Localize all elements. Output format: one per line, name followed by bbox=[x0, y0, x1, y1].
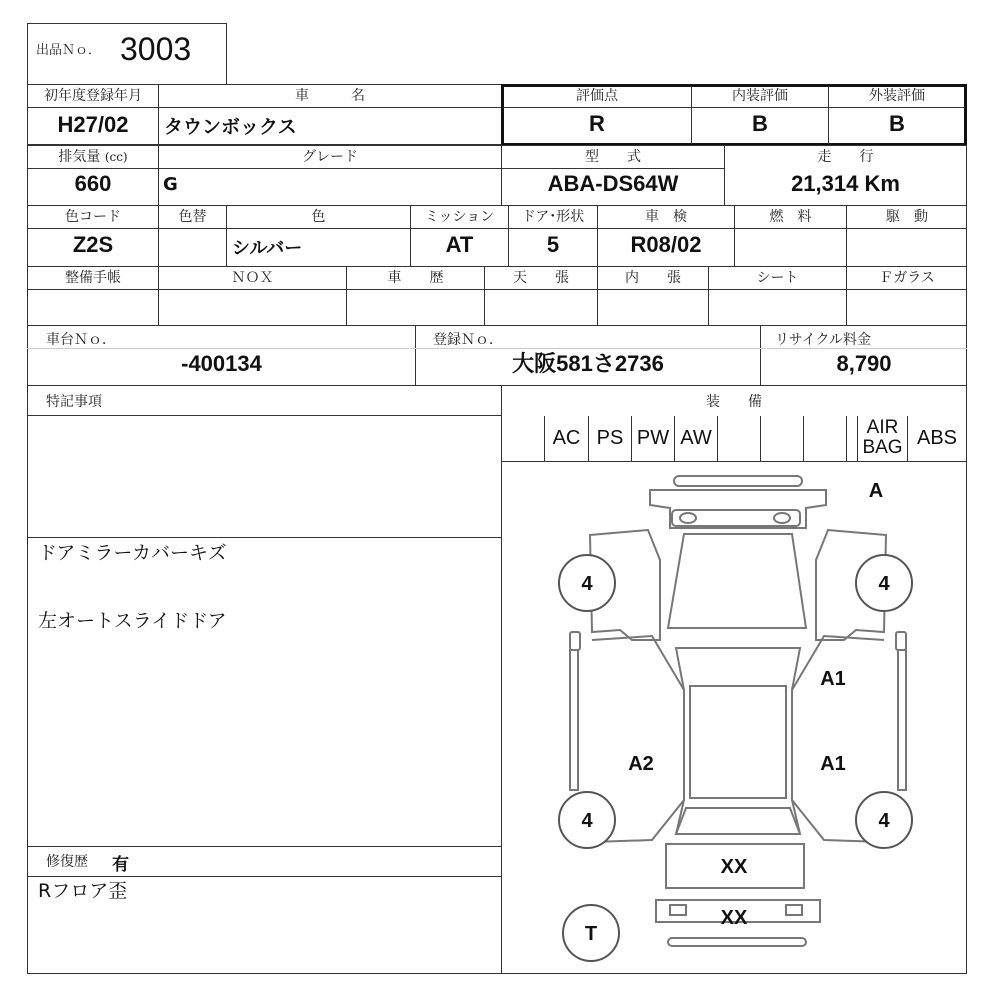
exterior-value: B bbox=[889, 111, 905, 136]
equip-blank-4 bbox=[803, 416, 846, 462]
color-change-label: 色替 bbox=[178, 209, 207, 225]
lot-box bbox=[27, 23, 227, 85]
car-damage-diagram bbox=[502, 462, 966, 973]
repair-value: 有 bbox=[112, 855, 129, 875]
left-mirror bbox=[570, 632, 580, 650]
seat-label: シート bbox=[756, 270, 799, 286]
remark-line-1: ドアミラーカバーキズ bbox=[38, 542, 227, 564]
repair-note: Rフロア歪 bbox=[38, 880, 128, 902]
rear-bumper-mark: XX bbox=[720, 907, 748, 929]
color-code-value: Z2S bbox=[72, 232, 114, 257]
equip-ac: AC bbox=[544, 416, 588, 462]
displacement-label: 排気量 bbox=[58, 149, 101, 165]
tire-rl-grade: 4 bbox=[581, 810, 593, 832]
nox-label: ＮＯＸ bbox=[231, 270, 274, 286]
left-side-mark: A2 bbox=[628, 753, 654, 775]
inspection-value: R08/02 bbox=[630, 232, 702, 257]
mileage-label: 走 行 bbox=[817, 149, 874, 165]
tire-rr-grade: 4 bbox=[878, 810, 890, 832]
interior-value: B bbox=[752, 111, 768, 136]
rear-lamp-right bbox=[786, 905, 802, 915]
reg-no-label: 登録Ｎｏ． bbox=[433, 332, 503, 348]
spare-tire-mark: T bbox=[584, 923, 598, 945]
equip-abs: ABS bbox=[907, 416, 966, 462]
roof-panel bbox=[690, 686, 786, 798]
car-name-label: 車 名 bbox=[295, 88, 365, 104]
right-headlight bbox=[774, 513, 790, 523]
displacement-value: 660 bbox=[74, 171, 112, 196]
equip-airbag-line1: AIR bbox=[866, 417, 899, 438]
history-label: 車 歴 bbox=[387, 270, 444, 286]
door-label: ドア･形状 bbox=[521, 209, 585, 225]
left-headlight bbox=[680, 513, 696, 523]
reg-no-value: 大阪581さ2736 bbox=[512, 351, 664, 376]
car-name-value: タウンボックス bbox=[164, 116, 297, 138]
mission-label: ミッション bbox=[424, 209, 495, 225]
equip-blank-1 bbox=[501, 416, 544, 462]
color-label: 色 bbox=[311, 209, 326, 225]
grade-label: グレード bbox=[302, 149, 358, 165]
equip-airbag-line2: BAG bbox=[862, 437, 903, 458]
lot-number: 3003 bbox=[120, 31, 192, 67]
chassis-label: 車台Ｎｏ． bbox=[46, 332, 116, 348]
remark-line-2: 左オートスライドドア bbox=[38, 610, 227, 632]
remarks-label: 特記事項 bbox=[46, 394, 102, 410]
exterior-label: 外装評価 bbox=[869, 88, 925, 104]
first-reg-value: H27/02 bbox=[57, 112, 129, 137]
hood bbox=[668, 534, 806, 628]
equip-ps: PS bbox=[588, 416, 631, 462]
displacement-unit: (cc) bbox=[104, 150, 128, 164]
recycle-value: 8,790 bbox=[836, 351, 892, 376]
interior-label: 内装評価 bbox=[732, 88, 788, 104]
grade-value: G bbox=[163, 174, 178, 195]
mission-value: AT bbox=[445, 232, 474, 257]
equip-blank-2 bbox=[717, 416, 760, 462]
right-sill bbox=[898, 650, 906, 790]
mileage-value: 21,314 Km bbox=[791, 171, 900, 196]
score-label: 評価点 bbox=[576, 88, 618, 104]
equip-pw: PW bbox=[631, 416, 674, 462]
score-value: R bbox=[589, 111, 605, 136]
model-value: ABA-DS64W bbox=[547, 171, 679, 196]
lot-label: 出品Ｎｏ． bbox=[36, 43, 102, 58]
repair-label: 修復歴 bbox=[46, 854, 88, 870]
sunroof-label: 天 張 bbox=[513, 270, 569, 286]
first-reg-label: 初年度登録年月 bbox=[44, 88, 142, 104]
right-mirror bbox=[896, 632, 906, 650]
rear-gate-mark: XX bbox=[720, 856, 748, 878]
tire-fr-grade: 4 bbox=[878, 573, 890, 595]
color-value: シルバー bbox=[232, 238, 303, 259]
right-rear-door-mark: A1 bbox=[820, 753, 846, 775]
lining-label: 内 張 bbox=[625, 270, 681, 286]
equip-aw: AW bbox=[674, 416, 717, 462]
right-front-door-mark: A1 bbox=[820, 668, 846, 690]
model-label: 型 式 bbox=[585, 149, 641, 165]
equipment-label: 装 備 bbox=[706, 394, 762, 410]
door-value: 5 bbox=[546, 232, 560, 257]
recycle-label: リサイクル料金 bbox=[775, 332, 872, 348]
inspection-label: 車 検 bbox=[645, 209, 687, 225]
tire-fl-grade: 4 bbox=[581, 573, 593, 595]
fuel-label: 燃 料 bbox=[769, 209, 812, 225]
left-sill bbox=[570, 650, 578, 790]
rear-window bbox=[676, 808, 800, 834]
front-bumper-top bbox=[674, 476, 802, 486]
equip-blank-5 bbox=[846, 416, 857, 462]
equip-airbag bbox=[857, 416, 907, 462]
drive-label: 駆 動 bbox=[886, 209, 928, 225]
roof-mark: A bbox=[868, 480, 884, 502]
equip-blank-3 bbox=[760, 416, 803, 462]
glass-label: Ｆガラス bbox=[879, 270, 935, 286]
color-code-label: 色コード bbox=[65, 209, 121, 225]
rear-lamp-left bbox=[670, 905, 686, 915]
chassis-value: -400134 bbox=[181, 351, 262, 376]
roof bbox=[676, 648, 800, 834]
rear-bumper-bottom bbox=[668, 938, 806, 946]
maintenance-label: 整備手帳 bbox=[65, 270, 121, 286]
